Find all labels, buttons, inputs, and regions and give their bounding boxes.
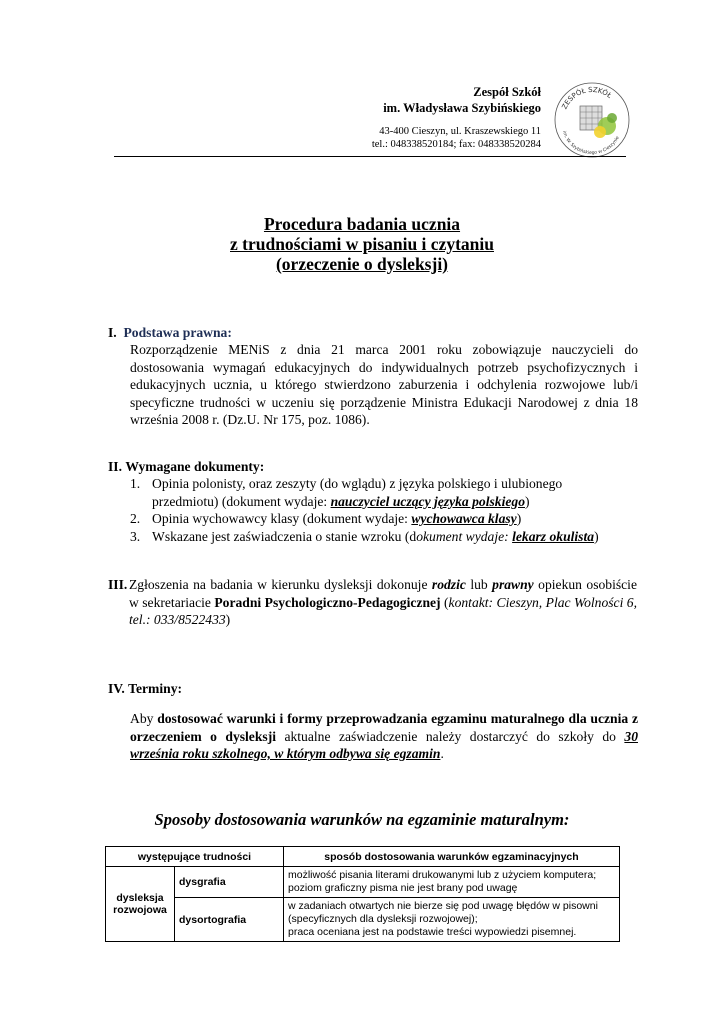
school-patron: im. Władysława Szybińskiego [383,101,541,115]
section-2-heading [108,458,264,476]
section-3 [108,576,638,629]
deadline: 30 września roku szkolnego, w którym odbywa się egzamin [130,728,638,761]
counselling-office: Poradni Psychologiczno-Pedagogicznej [214,594,441,610]
school-address: 43-400 Cieszyn, ul. Kraszewskiego 11 [379,126,541,137]
issuer: lekarz okulista [512,528,595,544]
section-4-heading [108,680,182,698]
svg-text:im. W. Szybińskiego w Cieszyni [561,130,621,156]
column-header-difficulties: występujące trudności [106,847,284,867]
table-row [106,898,620,942]
section-4-body: Aby dostosować warunki i formy przeprowadzania egzaminu maturalnego dla ucznia z orzeczeniem o dysleksji aktualne zaświadczenie należy dostarczyć do szkoły do 30 września roku szkolnego, w którym odbywa się egzamin. [130,711,638,761]
list-item: 3. Wskazane jest zaświadczenia o stanie wzroku (dokument wydaje: lekarz okulista) [130,528,599,544]
difficulty-cell: dysortografia [175,898,284,942]
group-cell: dysleksja rozwojowa [106,867,175,942]
section-2-title: Wymagane dokumenty: [125,459,265,474]
adjustment-cell: w zadaniach otwartych nie bierze się pod uwagę błędów w pisowni (specyficznych dla dysleksji rozwojowej); praca oceniana jest na podstawie treści wypowiedzi pisemnej. [284,898,620,942]
exam-conditions-title: Sposoby dostosowania warunków na egzaminie maturalnym: [154,810,570,829]
section-3-number: III. [108,577,128,592]
section-1-body: Rozporządzenie MENiS z dnia 21 marca 2001 roku zobowiązuje nauczycieli do dostosowania wymagań edukacyjnych do indywidualnych potrzeb psychofizycznych i edukacyjnych ucznia, u którego stwierdzono zaburzenia i odchylenia rozwojowe lub/i specyficzne trudności w uczeniu się porządzenie Ministra Edukacji Narodowej z dnia 18 września 2008 r. (Dz.U. Nr 175, poz. 1086). [130,342,638,427]
title-line-1: Procedura badania ucznia [263,214,461,234]
section-3-body: Zgłoszenia na badania w kierunku dysleksji dokonuje rodzic lub prawny opiekun osobiście w sekretariacie Poradni Psychologiczno-Pedagogicznej (kontakt: Cieszyn, Plac Wolności 6, tel.: 033/8522433) [129,577,637,627]
section-4-title: Terminy: [128,681,183,696]
school-name-block [383,84,541,116]
school-seal-logo [552,80,632,160]
section-4-number: IV. [108,681,125,696]
adjustment-cell: możliwość pisania literami drukowanymi lub z użyciem komputera; poziom graficzny pisma nie jest brany pod uwagę [284,867,620,898]
required-documents-list [130,475,630,545]
table-header-row [106,847,620,867]
school-phone-fax: tel.: 048338520184; fax: 048338520284 [371,139,541,150]
title-line-2: z trudnościami w pisaniu i czytaniu [230,234,494,254]
section-1-title: Podstawa prawna: [123,325,232,340]
section-2-number: II. [108,459,122,474]
header-divider [114,156,626,157]
title-line-3: (orzeczenie o dysleksji) [275,254,449,274]
list-item: 1. Opinia polonisty, oraz zeszyty (do wglądu) z języka polskiego i ulubionego przedmiotu) (dokument wydaje: nauczyciel uczący języka polskiego) [130,476,563,509]
issuer: wychowawca klasy [411,511,517,526]
document-title [0,214,724,274]
section-1-number: I. [108,325,117,340]
difficulty-cell: dysgrafia [175,867,284,898]
issuer: nauczyciel uczący języka polskiego [330,493,525,509]
list-item: 2. Opinia wychowawcy klasy (dokument wydaje: wychowawca klasy) [130,511,522,526]
exam-conditions-table [105,846,620,942]
seal-text-bottom: im. W. Szybińskiego w Cieszynie [561,130,621,157]
school-contact-block [372,125,541,151]
office-contact: kontakt: Cieszyn, Plac Wolności 6, tel.: 033/8522433 [129,594,637,627]
seal-text-top: ZESPÓŁ SZKÓŁ [560,85,614,111]
school-name: Zespół Szkół [473,85,541,99]
column-header-adjustments: sposób dostosowania warunków egzaminacyjnych [284,847,620,867]
table-row [106,867,620,898]
section-1-heading [108,324,232,342]
